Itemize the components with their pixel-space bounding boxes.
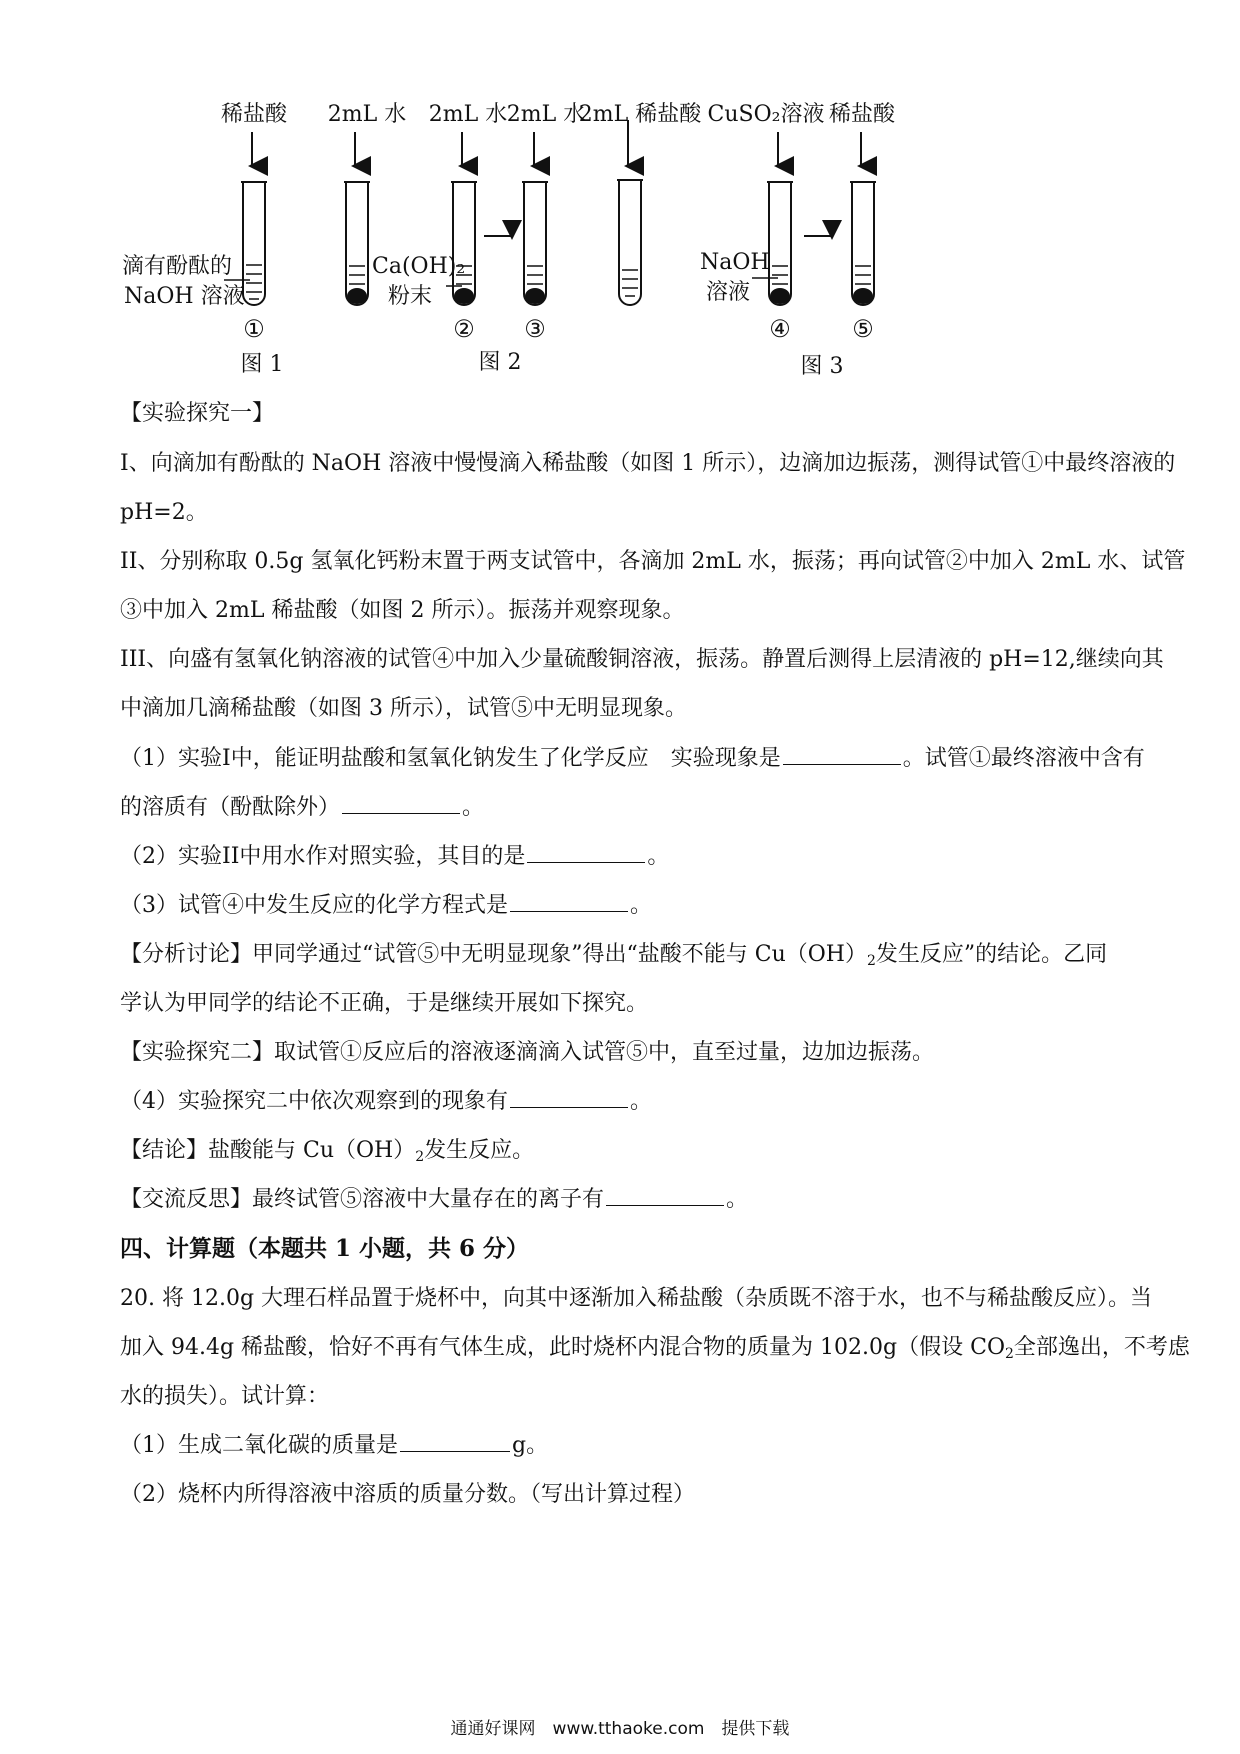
period: 。: [630, 1089, 653, 1114]
question-1-text: （1）实验I中，能证明盐酸和氢氧化钠发生了化学反应 实验现象是: [120, 746, 781, 771]
test-tube-1: [241, 182, 267, 305]
experiment-figure: [0, 0, 1240, 400]
reagent-label-7: 稀盐酸: [828, 102, 896, 127]
label-naoh: NaOH: [700, 250, 770, 275]
answer-blank-3[interactable]: [510, 891, 628, 912]
question-2-text: （2）实验II中用水作对照实验，其目的是: [120, 844, 526, 869]
reagent-label-6: CuSO₂溶液: [707, 102, 825, 127]
answer-blank-2[interactable]: [527, 842, 645, 863]
reagent-label-2: 2mL 水: [327, 102, 407, 127]
problem-20-text: 加入 94.4g 稀盐酸，恰好不再有气体生成，此时烧杯内混合物的质量为 102.0g（假设 CO: [120, 1335, 1005, 1360]
subscript: 2: [1004, 1346, 1014, 1362]
answer-blank-ions[interactable]: [606, 1185, 724, 1206]
answer-blank-co2-mass[interactable]: [400, 1431, 510, 1452]
text-step-2: II、分别称取 0.5g 氢氧化钙粉末置于两支试管中，各滴加 2mL 水，振荡；再向试管②中加入 2mL 水、试管: [120, 549, 1186, 574]
question-4: [120, 1087, 652, 1117]
question-20-1-text: （1）生成二氧化碳的质量是: [120, 1433, 398, 1458]
conclusion-text-end: 发生反应。: [424, 1138, 535, 1163]
figure-drawing: [0, 0, 1240, 400]
label-phenolphthalein: 滴有酚酞的: [122, 254, 233, 279]
reflection: [120, 1185, 748, 1215]
heading-experiment-2: 【实验探究二】取试管①反应后的溶液逐滴滴入试管⑤中，直至过量，边加边振荡。: [120, 1040, 935, 1065]
footer-source: 通通好课网 www.tthaoke.com 提供下载: [450, 1719, 790, 1739]
test-tube-fig2-left: [344, 182, 370, 305]
period: 。: [647, 844, 670, 869]
question-20-1: [120, 1431, 548, 1461]
question-1b-text: 的溶质有（酚酞除外）: [120, 795, 341, 820]
label-naoh-solution: NaOH 溶液: [124, 284, 245, 309]
question-3: [120, 891, 652, 921]
answer-blank-4[interactable]: [510, 1087, 628, 1108]
test-tube-4: [767, 182, 793, 305]
reagent-label-5: 2mL 稀盐酸: [578, 102, 702, 127]
test-tube-3: [522, 182, 548, 305]
problem-20-text-end: 全部逸出，不考虑: [1013, 1335, 1190, 1360]
text-step-1-cont: pH=2。: [120, 500, 208, 525]
reagent-label-1: 稀盐酸: [220, 102, 288, 127]
text-step-3-cont: 中滴加几滴稀盐酸（如图 3 所示），试管⑤中无明显现象。: [120, 696, 687, 721]
period: 。: [630, 893, 653, 918]
label-powder: 粉末: [388, 284, 433, 309]
analysis-discussion-cont: 学认为甲同学的结论不正确，于是继续开展如下探究。: [120, 991, 649, 1016]
reagent-label-4: 2mL 水: [506, 102, 586, 127]
caption-figure-1: 图 1: [240, 352, 284, 377]
period: 。: [726, 1187, 749, 1212]
reagent-label-3: 2mL 水: [428, 102, 508, 127]
analysis-text-end: 发生反应”的结论。乙同: [875, 942, 1108, 967]
question-2: [120, 842, 669, 872]
conclusion: [120, 1136, 534, 1172]
text-step-2-cont: ③中加入 2mL 稀盐酸（如图 2 所示）。振荡并观察现象。: [120, 598, 685, 623]
subscript: 2: [415, 1149, 425, 1165]
text-step-1: I、向滴加有酚酞的 NaOH 溶液中慢慢滴入稀盐酸（如图 1 所示），边滴加边振荡，测得试管①中最终溶液的: [120, 451, 1176, 476]
label-caoh2: Ca(OH)₂: [372, 254, 466, 279]
answer-blank-1b[interactable]: [342, 793, 460, 814]
label-naoh-solution-2: 溶液: [706, 280, 751, 305]
question-1: [120, 744, 1145, 774]
caption-figure-2: 图 2: [478, 350, 522, 375]
question-1-text-end: 。试管①最终溶液中含有: [902, 746, 1145, 771]
subscript: 2: [866, 953, 876, 969]
analysis-text: 【分析讨论】甲同学通过“试管⑤中无明显现象”得出“盐酸不能与 Cu（OH）: [120, 942, 867, 967]
problem-20-cont-2: 水的损失）。试计算：: [120, 1384, 330, 1409]
question-20-2: （2）烧杯内所得溶液中溶质的质量分数。（写出计算过程）: [120, 1482, 695, 1507]
section-heading-calculation: 四、计算题（本题共 1 小题，共 6 分）: [120, 1235, 530, 1262]
reflection-text: 【交流反思】最终试管⑤溶液中大量存在的离子有: [120, 1187, 605, 1212]
tube-number-5: ⑤: [852, 315, 874, 343]
heading-experiment-1: 【实验探究一】: [120, 401, 275, 426]
period: 。: [462, 795, 485, 820]
problem-20-cont: [120, 1333, 1190, 1369]
text-step-3: III、向盛有氢氧化钠溶液的试管④中加入少量硫酸铜溶液，振荡。静置后测得上层清液的 pH=12,继续向其: [120, 647, 1164, 672]
conclusion-text: 【结论】盐酸能与 Cu（OH）: [120, 1138, 416, 1163]
unit-g: g。: [512, 1433, 549, 1458]
problem-20: 20. 将 12.0g 大理石样品置于烧杯中，向其中逐渐加入稀盐酸（杂质既不溶于水，也不与稀盐酸反应）。当: [120, 1286, 1153, 1311]
question-3-text: （3）试管④中发生反应的化学方程式是: [120, 893, 508, 918]
question-4-text: （4）实验探究二中依次观察到的现象有: [120, 1089, 508, 1114]
tube-number-4: ④: [769, 315, 791, 343]
question-1-cont: [120, 793, 484, 823]
caption-figure-3: 图 3: [800, 354, 844, 379]
tube-number-1: ①: [243, 315, 265, 343]
answer-blank-1a[interactable]: [783, 744, 901, 765]
tube-number-2: ②: [453, 315, 475, 343]
analysis-discussion: [120, 940, 1107, 976]
test-tube-acid: [617, 180, 643, 305]
test-tube-5: [850, 182, 876, 305]
tube-number-3: ③: [524, 315, 546, 343]
